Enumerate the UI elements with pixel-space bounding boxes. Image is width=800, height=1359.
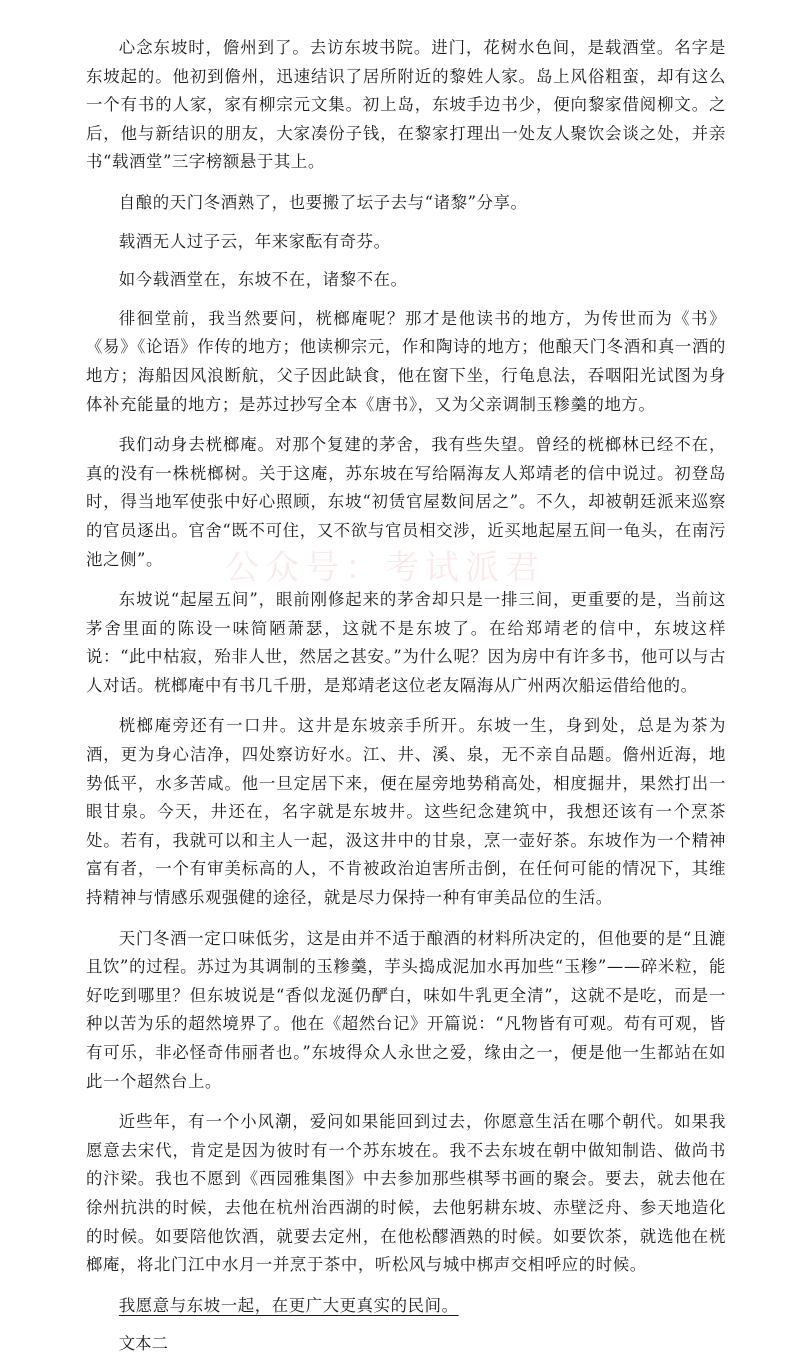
paragraph-9: 近些年，有一个小风潮，爱问如果能回到过去，你愿意生活在哪个朝代。如果我愿意去宋代，肯定是因为彼时有一个苏东坡在。我不去东坡在朝中做知制诰、做尚书的汴梁。我也不愿到《西园雅集图》中去参加那些棋琴书画的聚会。要去，就去他在徐州抗洪的时候，去他在杭州治西湖的时候，去他躬耕东坡、赤壁泛舟、参天地造化的时候。如要陪他饮酒，就要去定州，在他松醪酒熟的时候。如要饮茶，就选他在桄榔庵，将北门江中水月一并烹于茶中，听松风与城中梆声交相呼应的时候。 bbox=[86, 1112, 726, 1275]
closing-line-text: 我愿意与东坡一起，在更广大更真实的民间。 bbox=[118, 1295, 459, 1315]
paragraph-1: 心念东坡时，儋州到了。去访东坡书院。进门，花树水色间，是载酒堂。名字是东坡起的。他初到儋州，迅速结识了居所附近的黎姓人家。岛上风俗粗蛮，却有这么一个有书的人家，家有柳宗元文集。初上岛，东坡手边书少，便向黎家借阅柳文。之后，他与新结识的朋友，大家凑份子钱，在黎家打理出一处友人聚饮会谈之处，并亲书“载酒堂”三字榜额悬于其上。 bbox=[86, 38, 726, 172]
watermark: 公众号：考试派君 bbox=[225, 548, 545, 588]
document-page bbox=[86, 34, 726, 1359]
paragraph-3: 如今载酒堂在，东坡不在，诸黎不在。 bbox=[118, 270, 408, 290]
paragraph-2: 自酿的天门冬酒熟了，也要搬了坛子去与“诸黎”分享。 bbox=[118, 192, 528, 212]
poem-line: 载酒无人过子云，年来家酝有奇芬。 bbox=[118, 231, 391, 251]
section-label: 文本二 bbox=[118, 1334, 168, 1354]
paragraph-6: 东坡说“起屋五间”，眼前刚修起来的茅舍却只是一排三间，更重要的是，当前这茅舍里面的陈设一味简陋萧瑟，这就不是东坡了。在给郑靖老的信中，东坡这样说：“此中枯寂，殆非人世，然居之甚安。”为什么呢？因为房中有许多书，他可以与古人对话。桄榔庵中有书几千册，是郑靖老这位老友隔海从广州两次船运借给他的。 bbox=[86, 590, 726, 695]
closing-line bbox=[86, 1292, 726, 1321]
paragraph-8: 天门冬酒一定口味低劣，这是由并不适于酿酒的材料所决定的，但他要的是“且漉且饮”的过程。苏过为其调制的玉糁羹，芋头捣成泥加水再加些“玉糁”——碎米粒，能好吃到哪里？但东坡说是“香似龙涎仍酽白，味如牛乳更全清”，这就不是吃，而是一种以苦为乐的超然境界了。他在《超然台记》开篇说：“凡物皆有可观。苟有可观，皆有可乐，非必怪奇伟丽者也。”东坡得众人永世之爱，缘由之一，便是他一生都站在如此一个超然台上。 bbox=[86, 928, 726, 1091]
paragraph-7: 桄榔庵旁还有一口井。这井是东坡亲手所开。东坡一生，身到处，总是为茶为酒，更为身心洁净，四处察访好水。江、井、溪、泉，无不亲自品题。儋州近海，地势低平，水多苦咸。他一旦定居下来，便在屋旁地势稍高处，相度掘井，果然打出一眼甘泉。今天，井还在，名字就是东坡井。这些纪念建筑中，我想还该有一个烹茶处。若有，我就可以和主人一起，汲这井中的甘泉，烹一壶好茶。东坡作为一个精神富有者，一个有审美标高的人，不肯被政治迫害所击倒，在任何可能的情况下，其维持精神与情感乐观强健的途径，就是尽力保持一种有审美品位的生活。 bbox=[86, 716, 726, 908]
paragraph-4: 徘徊堂前，我当然要问，桄榔庵呢？那才是他读书的地方，为传世而为《书》《易》《论语》作传的地方；他读柳宗元，作和陶诗的地方；他酿天门冬酒和真一酒的地方；海船因风浪断航，父子因此缺食，他在窗下坐，行龟息法，吞咽阳光试图为身体补充能量的地方；是苏过抄写全本《唐书》，又为父亲调制玉糁羹的地方。 bbox=[86, 308, 726, 414]
paragraph-5: 我们动身去桄榔庵。对那个复建的茅舍，我有些失望。曾经的桄榔林已经不在，真的没有一株桄榔树。关于这庵，苏东坡在写给隔海友人郑靖老的信中说过。初登岛时，得当地军使张中好心照顾，东坡“初赁官屋数间居之”。不久，却被朝廷派来巡察的官员逐出。官舍“既不可住，又不欲与官员相交涉，近买地起屋五间一龟头，在南污池之侧”。 bbox=[86, 435, 726, 569]
